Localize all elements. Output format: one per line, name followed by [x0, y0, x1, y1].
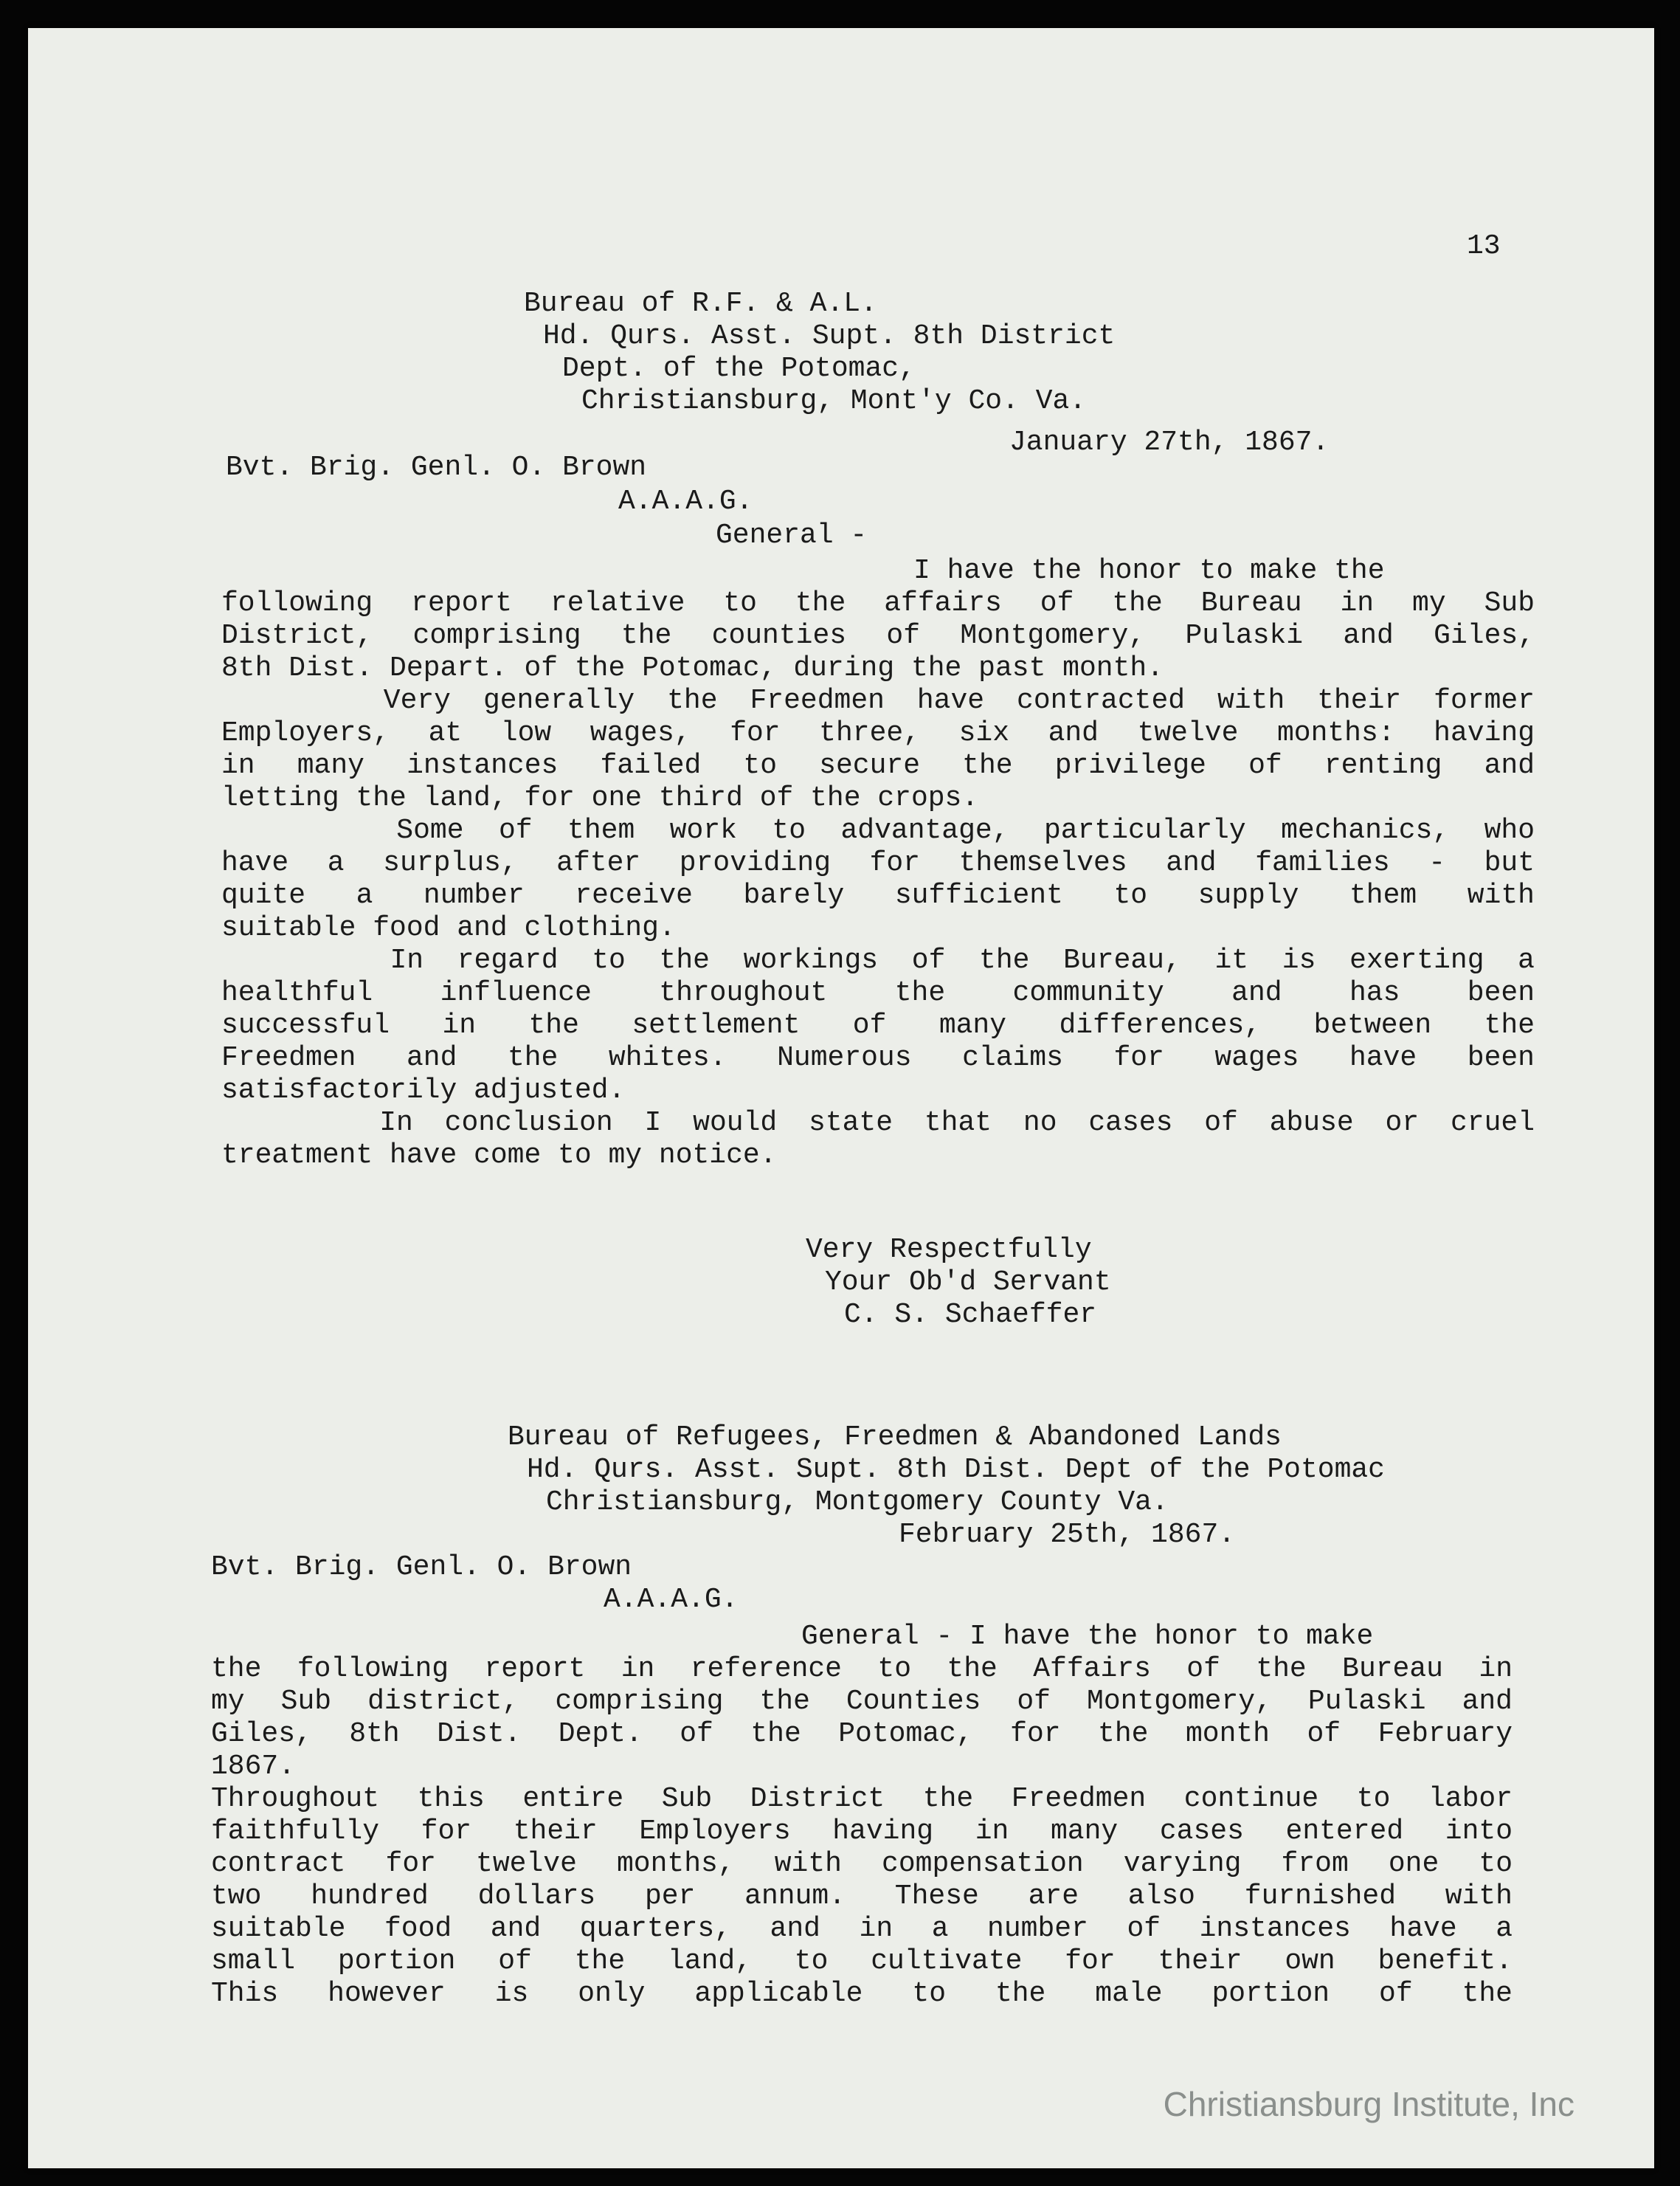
watermark: Christiansburg Institute, Inc — [1163, 2085, 1574, 2123]
letter1-heading-line-4: Christiansburg, Mont'y Co. Va. — [581, 385, 1087, 417]
letter1-p3-line3: quite a number receive barely sufficient to supply them with — [221, 880, 1535, 911]
letter1-closing-line-2: Your Ob'd Servant — [825, 1266, 1111, 1298]
letter2-opening: General - I have the honor to make — [801, 1621, 1374, 1652]
letter1-addressee-title: A.A.A.G. — [618, 486, 753, 517]
letter2-p2-line3: contract for twelve months, with compensation varying from one to — [211, 1848, 1513, 1880]
document-page — [28, 28, 1654, 2168]
letter2-addressee: Bvt. Brig. Genl. O. Brown — [211, 1551, 632, 1583]
letter2-p2-line7: This however is only applicable to the male portion of the — [211, 1978, 1513, 2010]
letter2-p1-line2: my Sub district, comprising the Counties of Montgomery, Pulaski and — [211, 1686, 1513, 1717]
letter2-heading-line-3: Christiansburg, Montgomery County Va. — [546, 1486, 1169, 1518]
letter1-p4-line1: In regard to the workings of the Bureau, it is exerting a — [221, 945, 1535, 976]
letter1-p5-line1: In conclusion I would state that no cases of abuse or cruel — [221, 1107, 1535, 1139]
letter1-p2-line3: in many instances failed to secure the privilege of renting and — [221, 750, 1535, 782]
letter1-addressee: Bvt. Brig. Genl. O. Brown — [226, 452, 647, 483]
letter2-p1-line4: 1867. — [211, 1751, 296, 1782]
letter2-addressee-title: A.A.A.G. — [604, 1584, 739, 1616]
letter2-p1-line1: the following report in reference to the Affairs of the Bureau in — [211, 1653, 1513, 1685]
letter2-p2-line6: small portion of the land, to cultivate for their own benefit. — [211, 1945, 1513, 1977]
letter2-body — [211, 1653, 1513, 2010]
letter1-body — [221, 587, 1535, 1172]
letter1-opening: I have the honor to make the — [913, 555, 1385, 587]
letter1-p2-line1: Very generally the Freedmen have contracted with their former — [221, 685, 1535, 717]
letter1-p3-line4: suitable food and clothing. — [221, 912, 676, 944]
letter2-p2-line2: faithfully for their Employers having in many cases entered into — [211, 1816, 1513, 1847]
letter1-p1-line2: District, comprising the counties of Montgomery, Pulaski and Giles, — [221, 620, 1535, 652]
letter1-heading-line-2: Hd. Qurs. Asst. Supt. 8th District — [543, 320, 1116, 352]
letter2-p1-line3: Giles, 8th Dist. Dept. of the Potomac, for the month of February — [211, 1718, 1513, 1750]
letter2-heading-line-2: Hd. Qurs. Asst. Supt. 8th Dist. Dept of the Potomac — [527, 1454, 1385, 1486]
letter1-signature: C. S. Schaeffer — [844, 1299, 1097, 1331]
letter2-heading-line-1: Bureau of Refugees, Freedmen & Abandoned Lands — [508, 1421, 1282, 1453]
letter1-date: January 27th, 1867. — [1009, 427, 1330, 458]
letter1-heading-line-1: Bureau of R.F. & A.L. — [524, 288, 877, 320]
letter1-p3-line2: have a surplus, after providing for themselves and families - but — [221, 847, 1535, 879]
letter1-closing-line-1: Very Respectfully — [806, 1234, 1092, 1266]
letter2-p2-line1: Throughout this entire Sub District the Freedmen continue to labor — [211, 1783, 1513, 1815]
letter2-p2-line5: suitable food and quarters, and in a number of instances have a — [211, 1913, 1513, 1945]
letter1-p1-line1: following report relative to the affairs of the Bureau in my Sub — [221, 587, 1535, 619]
letter1-heading-line-3: Dept. of the Potomac, — [562, 353, 916, 385]
letter2-date: February 25th, 1867. — [899, 1519, 1236, 1551]
letter2-p2-line4: two hundred dollars per annum. These are also furnished with — [211, 1880, 1513, 1912]
letter1-p2-line4: letting the land, for one third of the crops. — [221, 782, 979, 814]
letter1-p4-line5: satisfactorily adjusted. — [221, 1075, 626, 1106]
letter1-p4-line2: healthful influence throughout the community and has been — [221, 977, 1535, 1009]
letter1-p1-line3: 8th Dist. Depart. of the Potomac, during the past month. — [221, 652, 1164, 684]
letter1-p5-line2: treatment have come to my notice. — [221, 1139, 777, 1171]
letter1-p2-line2: Employers, at low wages, for three, six and twelve months: having — [221, 717, 1535, 749]
page-number: 13 — [1467, 230, 1501, 262]
letter1-p3-line1: Some of them work to advantage, particularly mechanics, who — [221, 815, 1535, 847]
letter1-salutation: General - — [716, 520, 868, 551]
letter1-p4-line4: Freedmen and the whites. Numerous claims for wages have been — [221, 1042, 1535, 1074]
letter1-p4-line3: successful in the settlement of many differences, between the — [221, 1010, 1535, 1041]
